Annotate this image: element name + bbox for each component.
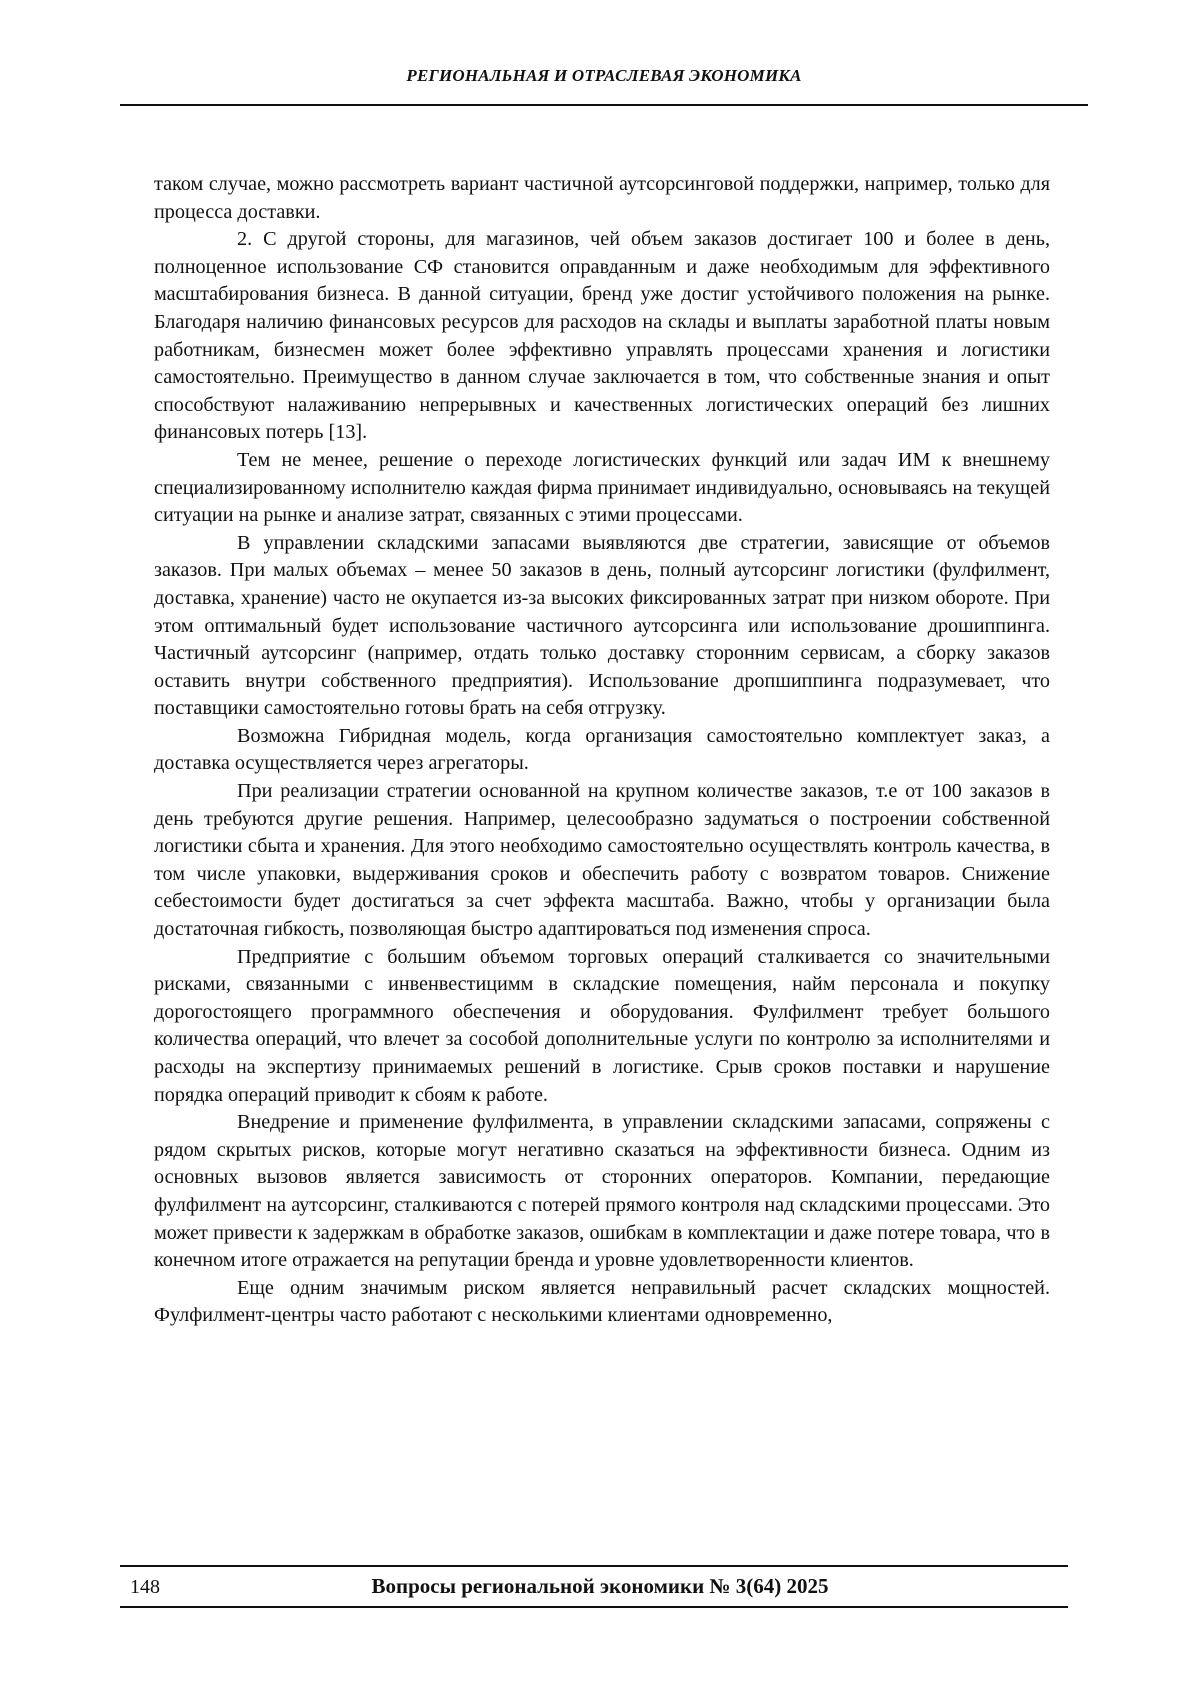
footer-divider-bottom <box>120 1606 1068 1608</box>
paragraph: В управлении складскими запасами выявляются две стратегии, зависящие от объемов заказов. При малых объемах – менее 50 заказов в день, полный аутсорсинг логистики (фулфилмент, доставка, хранение) часто не окупается из-за высоких фиксированных затрат при низком обороте. При этом оптимальный будет использование частичного аутсорсинга или использование дрошиппинга. Частичный аутсорсинг (например, отдать только доставку сторонним сервисам, а сборку заказов оставить внутри собственного предприятия). Использование дропшиппинга подразумевает, что поставщики самостоятельно готовы брать на себя отгрузку. <box>154 531 1050 720</box>
header-divider <box>120 104 1088 106</box>
paragraph: При реализации стратегии основанной на крупном количестве заказов, т.е от 100 заказов в день требуются другие решения. Например, целесообразно задуматься о построении собственной логистики сбыта и хранения. Для этого необходимо самостоятельно осуществлять контроль качества, в том числе упаковки, выдерживания сроков и обеспечить работу с возвратом товаров. Снижение себестоимости будет достигаться за счет эффекта масштаба. Важно, чтобы у организации была достаточная гибкость, позволяющая быстро адаптироваться под изменения спроса. <box>154 780 1050 941</box>
paragraph: Возможна Гибридная модель, когда организация самостоятельно комплектует заказ, а доставка осуществляется через агрегаторы. <box>154 724 1050 775</box>
footer-divider-top <box>120 1565 1068 1567</box>
paragraph: Предприятие с большим объемом торговых операций сталкивается со значительными рисками, связанными с инвенвестицимм в складские помещения, найм персонала и покупку дорогостоящего программного обеспечения и оборудования. Фулфилмент требует большого количества операций, что влечет за сособой дополнительные услуги по контролю за исполнителями и расходы на экспертизу принимаемых решений в логистике. Срыв сроков поставки и нарушение порядка операций приводит к сбоям к работе. <box>154 945 1050 1106</box>
paragraph: Внедрение и применение фулфилмента, в управлении складскими запасами, сопряжены с рядом скрытых рисков, которые могут негативно сказаться на эффективности бизнеса. Одним из основных вызовов является зависимость от сторонних операторов. Компании, передающие фулфилмент на аутсорсинг, сталкиваются с потерей прямого контроля над складскими процессами. Это может привести к задержкам в обработке заказов, ошибкам в комплектации и даже потере товара, что в конечном итоге отражается на репутации бренда и уровне удовлетворенности клиентов. <box>154 1111 1050 1272</box>
journal-title: Вопросы региональной экономики № 3(64) 2025 <box>371 1574 829 1598</box>
running-head: РЕГИОНАЛЬНАЯ И ОТРАСЛЕВАЯ ЭКОНОМИКА <box>406 66 802 85</box>
paragraph: Еще одним значимым риском является неправильный расчет складских мощностей. Фулфилмент-центры часто работают с несколькими клиентами одновременно, <box>154 1276 1050 1327</box>
paragraph: 2. С другой стороны, для магазинов, чей объем заказов достигает 100 и более в день, полноценное использование СФ становится оправданным и даже необходимым для эффективного масштабирования бизнеса. В данной ситуации, бренд уже достиг устойчивого положения на рынке. Благодаря наличию финансовых ресурсов для расходов на склады и выплаты заработной платы новым работникам, бизнесмен может более эффективно управлять процессами хранения и логистики самостоятельно. Преимущество в данном случае заключается в том, что собственные знания и опыт способствуют налаживанию непрерывных и качественных логистических операций без лишних финансовых потерь [13]. <box>154 228 1050 444</box>
article-body <box>154 171 1050 1330</box>
paragraph: таком случае, можно рассмотреть вариант частичной аутсорсинговой поддержки, например, только для процесса доставки. <box>154 173 1050 223</box>
paragraph: Тем не менее, решение о переходе логистических функций или задач ИМ к внешнему специализированному исполнителю каждая фирма принимает индивидуально, основываясь на текущей ситуации на рынке и анализе затрат, связанных с этими процессами. <box>154 448 1050 527</box>
page-number: 148 <box>130 1576 160 1598</box>
